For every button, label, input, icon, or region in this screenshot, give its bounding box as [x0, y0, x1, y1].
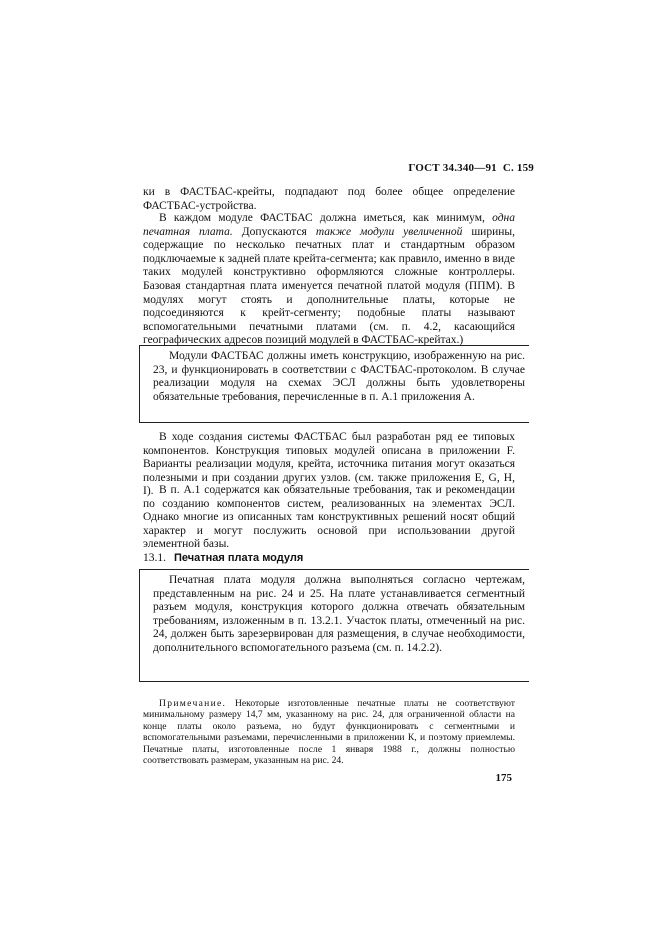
note-label: Примечание. [159, 698, 227, 709]
section-heading [143, 552, 303, 564]
standard-designation: ГОСТ 34.340—91 [408, 162, 497, 174]
paragraph-recommendations: В п. А.1 содержатся как обязательные требования, так и рекомендации по созданию компонентов систем, реализованных на элементах ЭСЛ. Однако многие из описанных там конструктивных решений носят общий характер и могут послужить основой при использовании другой элементной базы. [143, 484, 515, 551]
requirement-box-module-design: Модули ФАСТБАС должны иметь конструкцию, изображенную на рис. 23, и функционировать в соответствии с ФАСТБАС-протоколом. В случае реализации модуля на схемах ЭСЛ должны быть удовлетворены обязательные требования, перечисленные в п. А.1 приложения А. [139, 345, 529, 423]
emphasis-wide-modules: также модули увеличенной [315, 225, 463, 238]
emphasis-one-board: одна печатная плата. [143, 212, 515, 238]
paragraph-module-boards: В каждом модуле ФАСТБАС должна иметься, как минимум, одна печатная плата. Допускаются также модули увеличенной ширины, содержащие по несколько печатных плат и стандартным образом подключаемые к задней плате крейта-сегмента; как правило, именно в виде таких модулей конструктивно оформляются сложные контроллеры. Базовая стандартная плата именуется печатной платой модуля (ППМ). В модулях могут стоять и дополнительные платы, которые не подсоединяются к крейт-сегменту; подобные платы называют вспомогательными печатными платами (см. п. 4.2, касающийся географических адресов позиций модулей в ФАСТБАС-крейтах.) [143, 212, 515, 347]
note-text: Некоторые изготовленные печатные платы не соответствуют минимальному размеру 14,7 мм, указанному на рис. 24, для ограниченной области на конце платы около разъема, но будут функционировать с сегментными и вспомогательными разъемами, перечисленными в приложении К, и поэтому приемлемы. Печатные платы, изготовленные после 1 января 1988 г., должны полностью соответствовать размерам, указанным на рис. 24. [143, 698, 515, 767]
requirement-box-pcb: Печатная плата модуля должна выполняться согласно чертежам, представленным на рис. 24 и 25. На плате устанавливается сегментный разъем модуля, конструкция которого должна отвечать обязательным требованиям, изложенным в п. 13.2.1. Участок платы, отмеченный на рис. 24, должен быть зарезервирован для размещения, в случае необходимости, дополнительного вспомогательного разъема (см. п. 14.2.2). [139, 569, 529, 682]
section-title: Печатная плата модуля [174, 552, 304, 564]
paragraph-continuation: ки в ФАСТБАС-крейты, подпадают под более общее определение ФАСТБАС-устройства. [143, 186, 515, 212]
note [143, 698, 515, 766]
paragraph-typical-components: В ходе создания системы ФАСТБАС был разработан ряд ее типовых компонентов. Конструкция типовых модулей описана в приложении F. Варианты реализации модуля, крейта, источника питания могут оказаться полезными и при создании других узлов. (см. также приложения E, G, H, I). [143, 431, 515, 498]
page-header [402, 162, 534, 174]
page-number: 175 [495, 772, 512, 784]
page-reference: С. 159 [502, 162, 534, 174]
section-number: 13.1. [143, 552, 166, 564]
